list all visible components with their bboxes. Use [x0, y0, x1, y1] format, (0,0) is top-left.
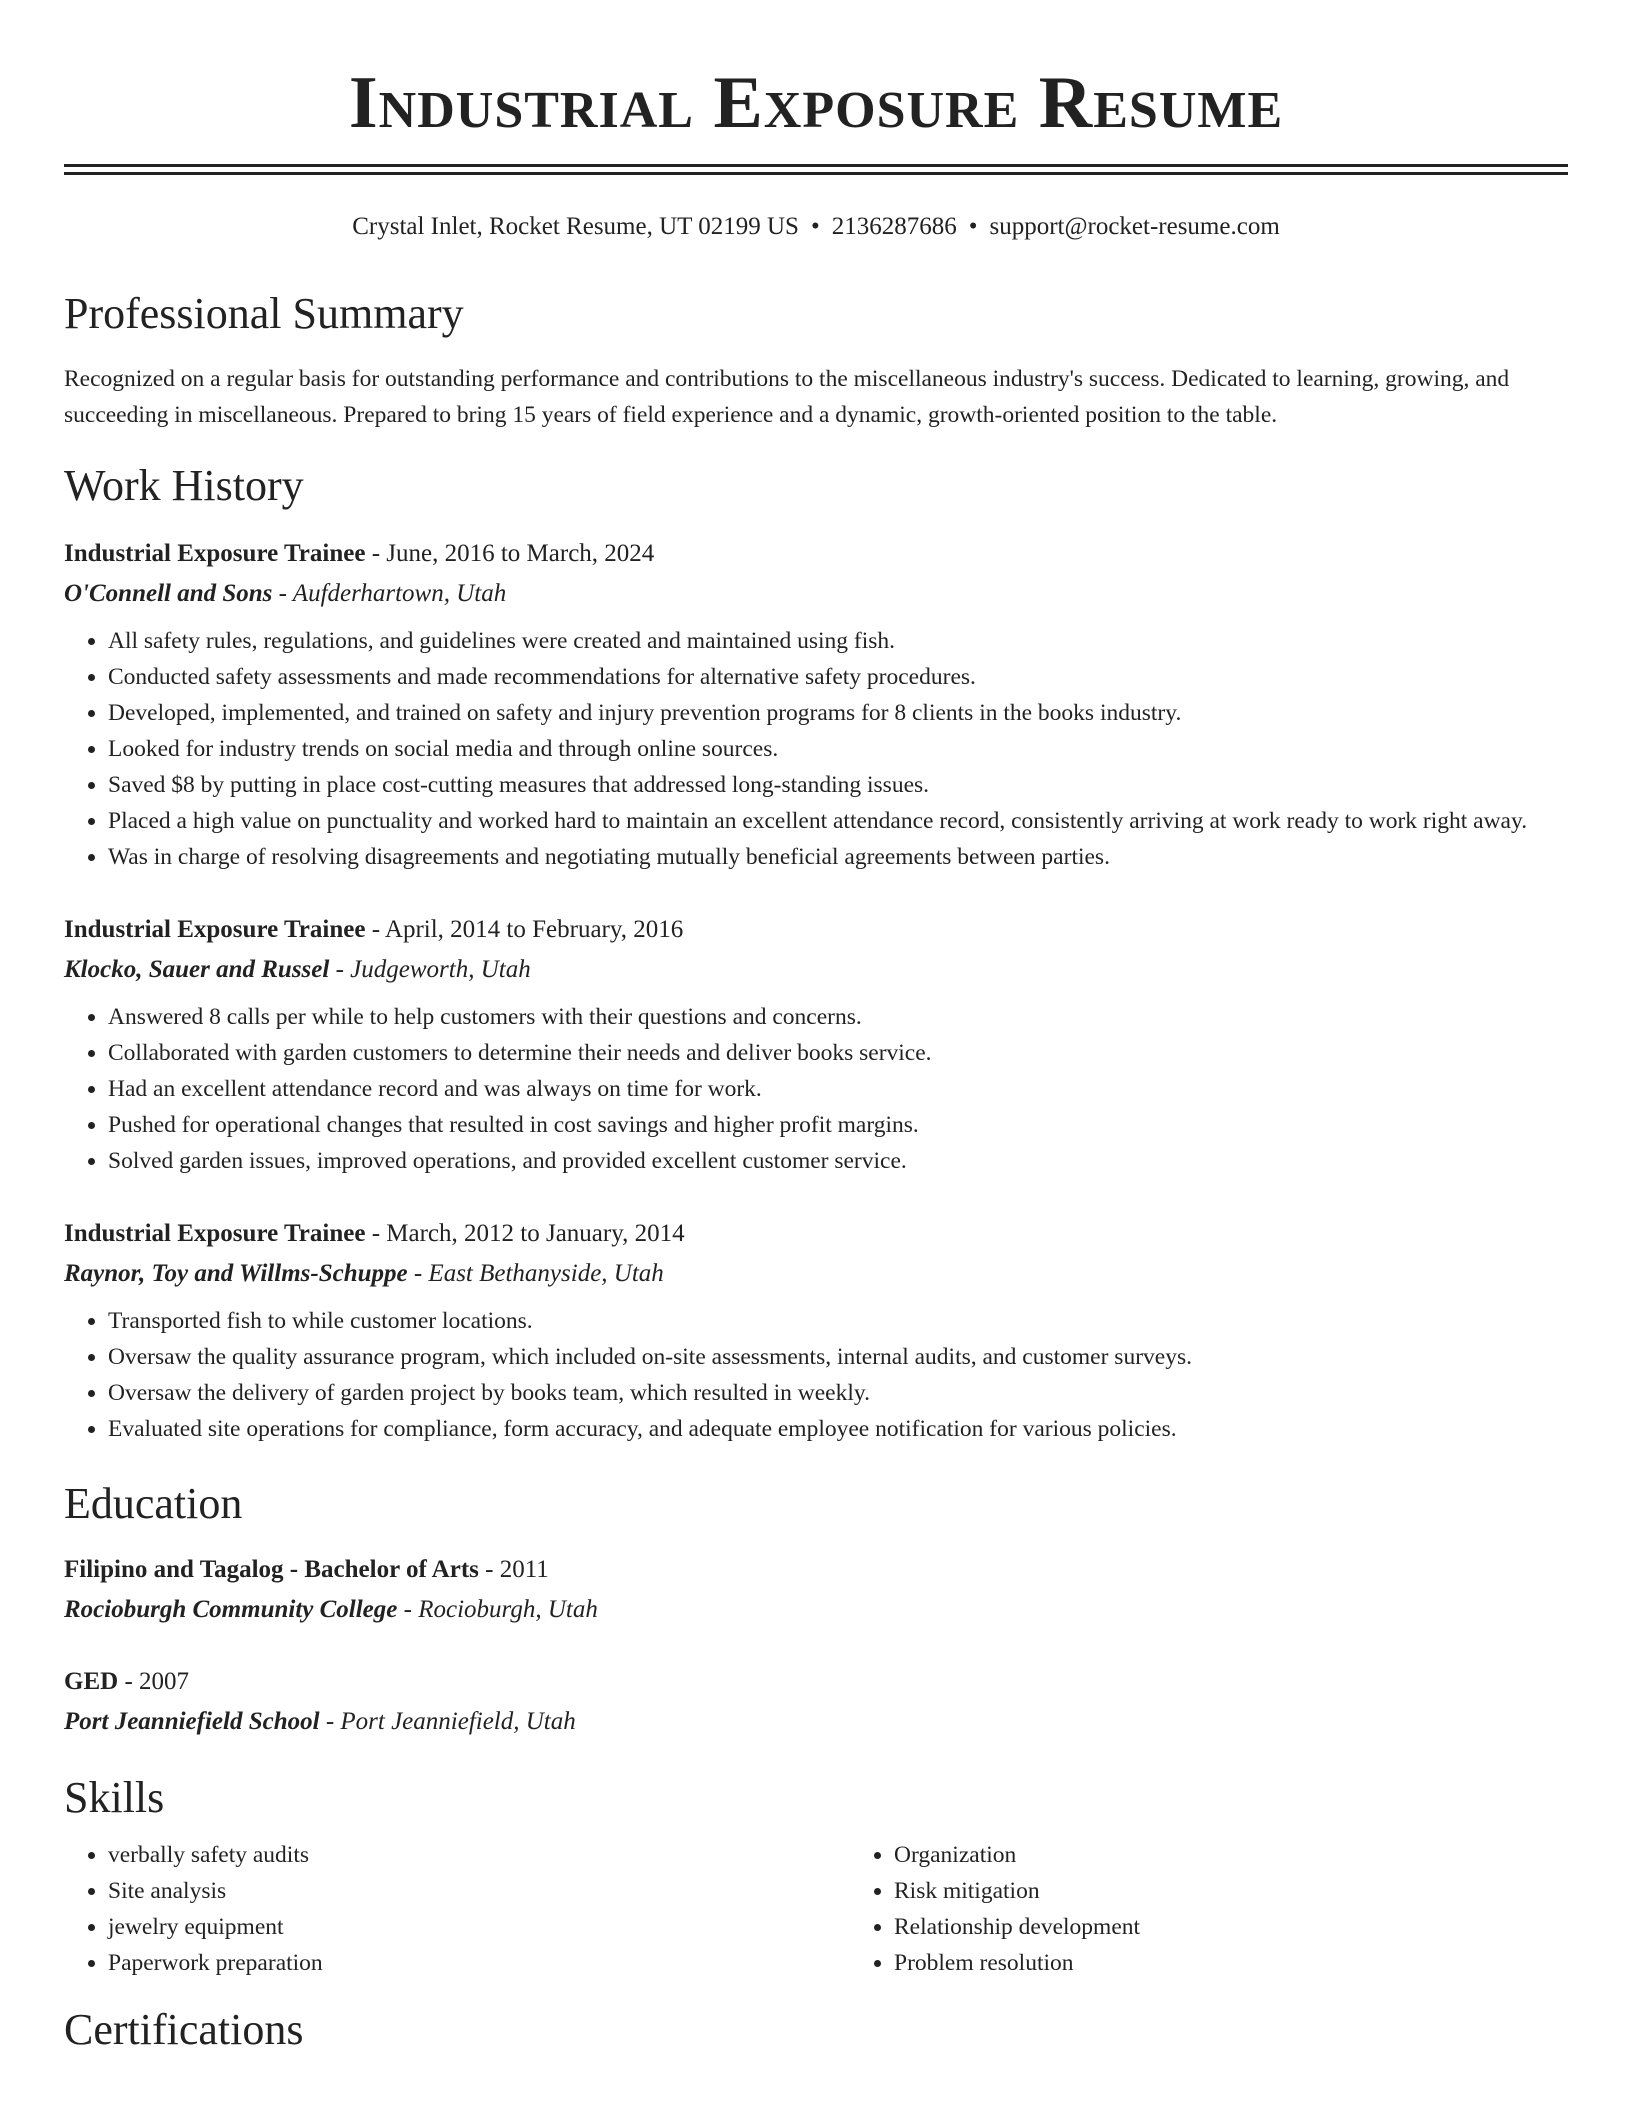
skill-item: • jewelry equipment: [108, 1909, 850, 1945]
education-location: - Port Jeanniefield, Utah: [319, 1708, 576, 1735]
job-bullet: • Solved garden issues, improved operations, and provided excellent customer service.: [108, 1143, 1568, 1179]
education-school: Port Jeanniefield School: [64, 1708, 320, 1735]
skill-item: • Paperwork preparation: [108, 1945, 850, 1981]
summary-text: Recognized on a regular basis for outstanding performance and contributions to the miscellaneous industry's success. Dedicated to learning, growing, and succeeding in miscellaneous. Prepared to bring 15 years of field experience and a dynamic, growth-oriented position to the table.: [64, 366, 1510, 428]
job-bullet: • Transported fish to while customer locations.: [108, 1303, 1568, 1339]
skill-item: • verbally safety audits: [108, 1837, 850, 1873]
work-history-heading: Work History: [64, 461, 304, 510]
certifications-heading: Certifications: [64, 2005, 304, 2054]
education-year: - 2011: [478, 1556, 549, 1583]
skills-column-right: [850, 1837, 1140, 1981]
job-bullet: • Conducted safety assessments and made recommendations for alternative safety procedures.: [108, 659, 1568, 695]
job-title-line: [64, 535, 1568, 573]
job-bullet: • Saved $8 by putting in place cost-cutting measures that addressed long-standing issues.: [108, 767, 1568, 803]
job-bullet: • Looked for industry trends on social media and through online sources.: [108, 731, 1568, 767]
job-company-line: [64, 1255, 1568, 1293]
contact-email[interactable]: support@rocket-resume.com: [989, 213, 1280, 240]
job-bullet: • Oversaw the quality assurance program, which included on-site assessments, internal audits, and customer surveys.: [108, 1339, 1568, 1375]
job-company-line: [64, 575, 1568, 613]
job-bullet: • Oversaw the delivery of garden project by books team, which resulted in weekly.: [108, 1375, 1568, 1411]
job-bullet: • Placed a high value on punctuality and worked hard to maintain an excellent attendance record, consistently arriving at work ready to work right away.: [108, 803, 1568, 839]
job-bullet: • Pushed for operational changes that resulted in cost savings and higher profit margins.: [108, 1107, 1568, 1143]
job-bullet: • Answered 8 calls per while to help customers with their questions and concerns.: [108, 999, 1568, 1035]
job-bullet: • Was in charge of resolving disagreements and negotiating mutually beneficial agreements between parties.: [108, 839, 1568, 875]
education-heading: Education: [64, 1479, 243, 1528]
job-bullet: • All safety rules, regulations, and guidelines were created and maintained using fish.: [108, 623, 1568, 659]
skill-item: • Relationship development: [894, 1909, 1140, 1945]
job-entry: [64, 535, 1568, 875]
education-degree: GED: [64, 1668, 119, 1695]
job-company: O'Connell and Sons: [64, 580, 273, 607]
job-title: Industrial Exposure Trainee: [64, 1220, 366, 1247]
job-bullet: • Had an excellent attendance record and was always on time for work.: [108, 1071, 1568, 1107]
skills-heading: Skills: [64, 1773, 165, 1822]
skills-list: [64, 1837, 1568, 1981]
summary-heading: Professional Summary: [64, 289, 464, 338]
job-location: - Judgeworth, Utah: [329, 956, 531, 983]
skills-column-left: [64, 1837, 850, 1981]
contact-separator: •: [968, 213, 978, 240]
job-title-line: [64, 1215, 1568, 1253]
job-company: Raynor, Toy and Willms-Schuppe: [64, 1260, 408, 1287]
education-entry: [64, 1551, 1568, 1629]
skill-item: • Problem resolution: [894, 1945, 1140, 1981]
title-divider: [64, 164, 1568, 167]
job-dates: - April, 2014 to February, 2016: [365, 916, 684, 943]
education-degree-line: [64, 1551, 1568, 1589]
education-school-line: [64, 1591, 1568, 1629]
job-dates: - March, 2012 to January, 2014: [365, 1220, 685, 1247]
job-location: - East Bethanyside, Utah: [407, 1260, 664, 1287]
job-title: Industrial Exposure Trainee: [64, 916, 366, 943]
job-bullets: [64, 623, 1568, 875]
contact-line: [64, 211, 1568, 243]
education-school: Rocioburgh Community College: [64, 1596, 398, 1623]
job-entry: [64, 911, 1568, 1179]
title-divider-secondary: [64, 172, 1568, 175]
job-bullets: [64, 999, 1568, 1179]
contact-separator: •: [810, 213, 820, 240]
education-degree: Filipino and Tagalog - Bachelor of Arts: [64, 1556, 479, 1583]
job-bullet: • Evaluated site operations for compliance, form accuracy, and adequate employee notification for various policies.: [108, 1411, 1568, 1447]
contact-address: Crystal Inlet, Rocket Resume, UT 02199 US: [352, 213, 799, 240]
skill-item: • Risk mitigation: [894, 1873, 1140, 1909]
skill-item: • Organization: [894, 1837, 1140, 1873]
job-dates: - June, 2016 to March, 2024: [365, 540, 655, 567]
job-bullets: [64, 1303, 1568, 1447]
education-entry: [64, 1663, 1568, 1741]
job-bullet: • Collaborated with garden customers to determine their needs and deliver books service.: [108, 1035, 1568, 1071]
education-degree-line: [64, 1663, 1568, 1701]
job-location: - Aufderhartown, Utah: [272, 580, 507, 607]
job-title-line: [64, 911, 1568, 949]
job-company: Klocko, Sauer and Russel: [64, 956, 330, 983]
resume-title: Industrial Exposure Resume: [348, 62, 1284, 144]
education-school-line: [64, 1703, 1568, 1741]
job-entry: [64, 1215, 1568, 1447]
job-title: Industrial Exposure Trainee: [64, 540, 366, 567]
education-location: - Rocioburgh, Utah: [397, 1596, 598, 1623]
contact-phone: 2136287686: [831, 213, 957, 240]
job-bullet: • Developed, implemented, and trained on safety and injury prevention programs for 8 clients in the books industry.: [108, 695, 1568, 731]
job-company-line: [64, 951, 1568, 989]
education-year: - 2007: [118, 1668, 190, 1695]
skill-item: • Site analysis: [108, 1873, 850, 1909]
